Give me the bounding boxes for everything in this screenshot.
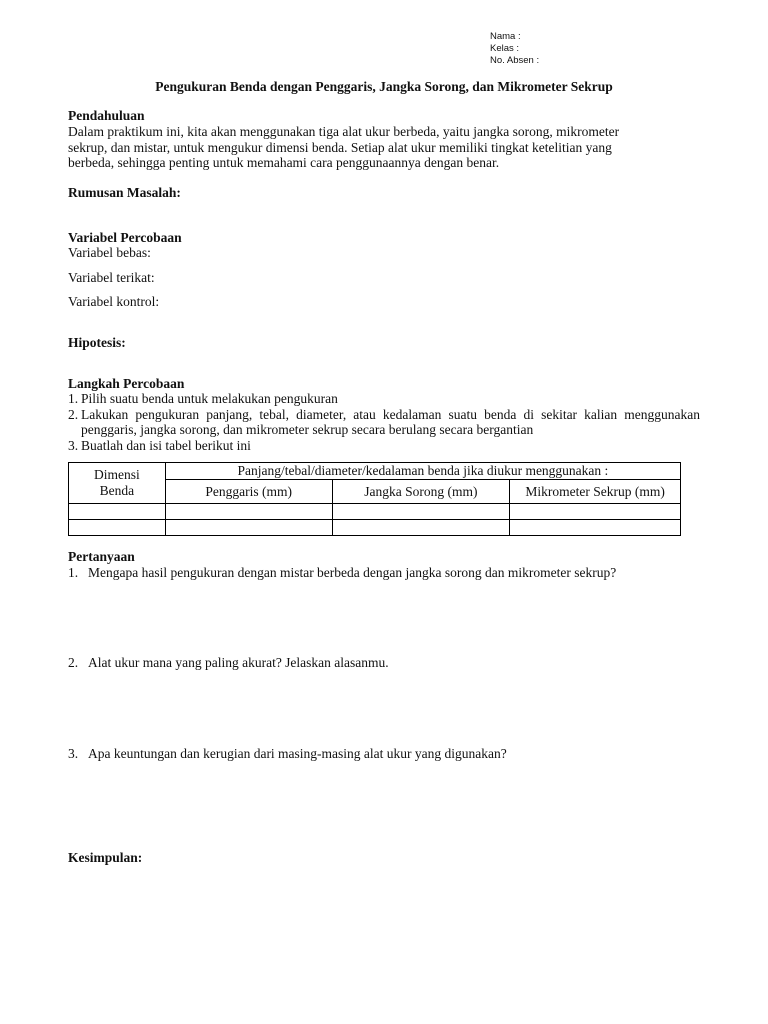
header-benda: Benda [99,483,135,498]
pendahuluan-text [68,124,619,171]
absen-field: No. Absen : [490,55,540,66]
langkah-text: Pilih suatu benda untuk melakukan pengukuran [81,391,338,406]
page-title: Pengukuran Benda dengan Penggaris, Jangka Sorong, dan Mikrometer Sekrup [155,79,613,94]
variabel-heading: Variabel Percobaan [68,230,182,245]
table-row [69,504,681,520]
question-item [68,565,616,581]
header-span: Panjang/tebal/diameter/kedalaman benda jika diukur menggunakan : [165,463,680,480]
variabel-bebas: Variabel bebas: [68,245,151,260]
table-cell [165,504,332,520]
langkah-item [68,407,700,438]
header-dimensi: Dimensi [94,467,140,482]
table-cell [510,504,681,520]
pertanyaan-heading: Pertanyaan [68,549,135,564]
nama-field: Nama : [490,31,521,42]
question-text: Alat ukur mana yang paling akurat? Jelaskan alasanmu. [88,655,389,670]
header-jangka-sorong: Jangka Sorong (mm) [332,480,510,504]
pendahuluan-heading: Pendahuluan [68,108,145,123]
table-cell [332,504,510,520]
table-cell [510,520,681,536]
header-mikrometer: Mikrometer Sekrup (mm) [510,480,681,504]
langkah-list [68,391,700,453]
header-penggaris: Penggaris (mm) [165,480,332,504]
kesimpulan-heading: Kesimpulan: [68,850,143,865]
table-row [69,520,681,536]
hipotesis-heading: Hipotesis: [68,335,126,350]
pendahuluan-line: Dalam praktikum ini, kita akan menggunakan tiga alat ukur berbeda, yaitu jangka sorong, mikrometer [68,124,620,139]
rumusan-heading: Rumusan Masalah: [68,185,181,200]
langkah-number: 1. [68,391,79,406]
langkah-item [68,438,700,454]
variabel-terikat: Variabel terikat: [68,270,155,285]
langkah-number: 2. [68,406,79,422]
question-text: Apa keuntungan dan kerugian dari masing-masing alat ukur yang digunakan? [88,746,507,761]
measurement-table [68,462,681,536]
langkah-text: Buatlah dan isi tabel berikut ini [81,437,251,453]
pendahuluan-line: berbeda, sehingga penting untuk memahami cara penggunaannya dengan benar. [68,155,500,170]
pendahuluan-line: sekrup, dan mistar, untuk mengukur dimensi benda. Setiap alat ukur memiliki tingkat ketelitian yang [68,139,612,155]
question-number: 3. [68,746,79,761]
variabel-kontrol: Variabel kontrol: [68,294,160,309]
question-number: 2. [68,655,79,670]
question-text: Mengapa hasil pengukuran dengan mistar berbeda dengan jangka sorong dan mikrometer sekrup? [88,565,617,580]
langkah-heading: Langkah Percobaan [68,376,185,391]
table-cell [69,520,166,536]
table-cell [165,520,332,536]
question-number: 1. [68,565,79,580]
identity-block [490,31,539,67]
langkah-item [68,391,700,407]
header-dimensi-benda [69,463,166,504]
langkah-text: Lakukan pengukuran panjang, tebal, diameter, atau kedalaman suatu benda di sekitar kalian menggunakan penggaris, jangka sorong, dan mikrometer sekrup secara berulang secara bergantian [81,406,700,437]
question-item [68,746,507,762]
table-cell [69,504,166,520]
question-item [68,655,389,671]
langkah-number: 3. [68,437,79,453]
kelas-field: Kelas : [490,43,520,54]
table-cell [332,520,510,536]
